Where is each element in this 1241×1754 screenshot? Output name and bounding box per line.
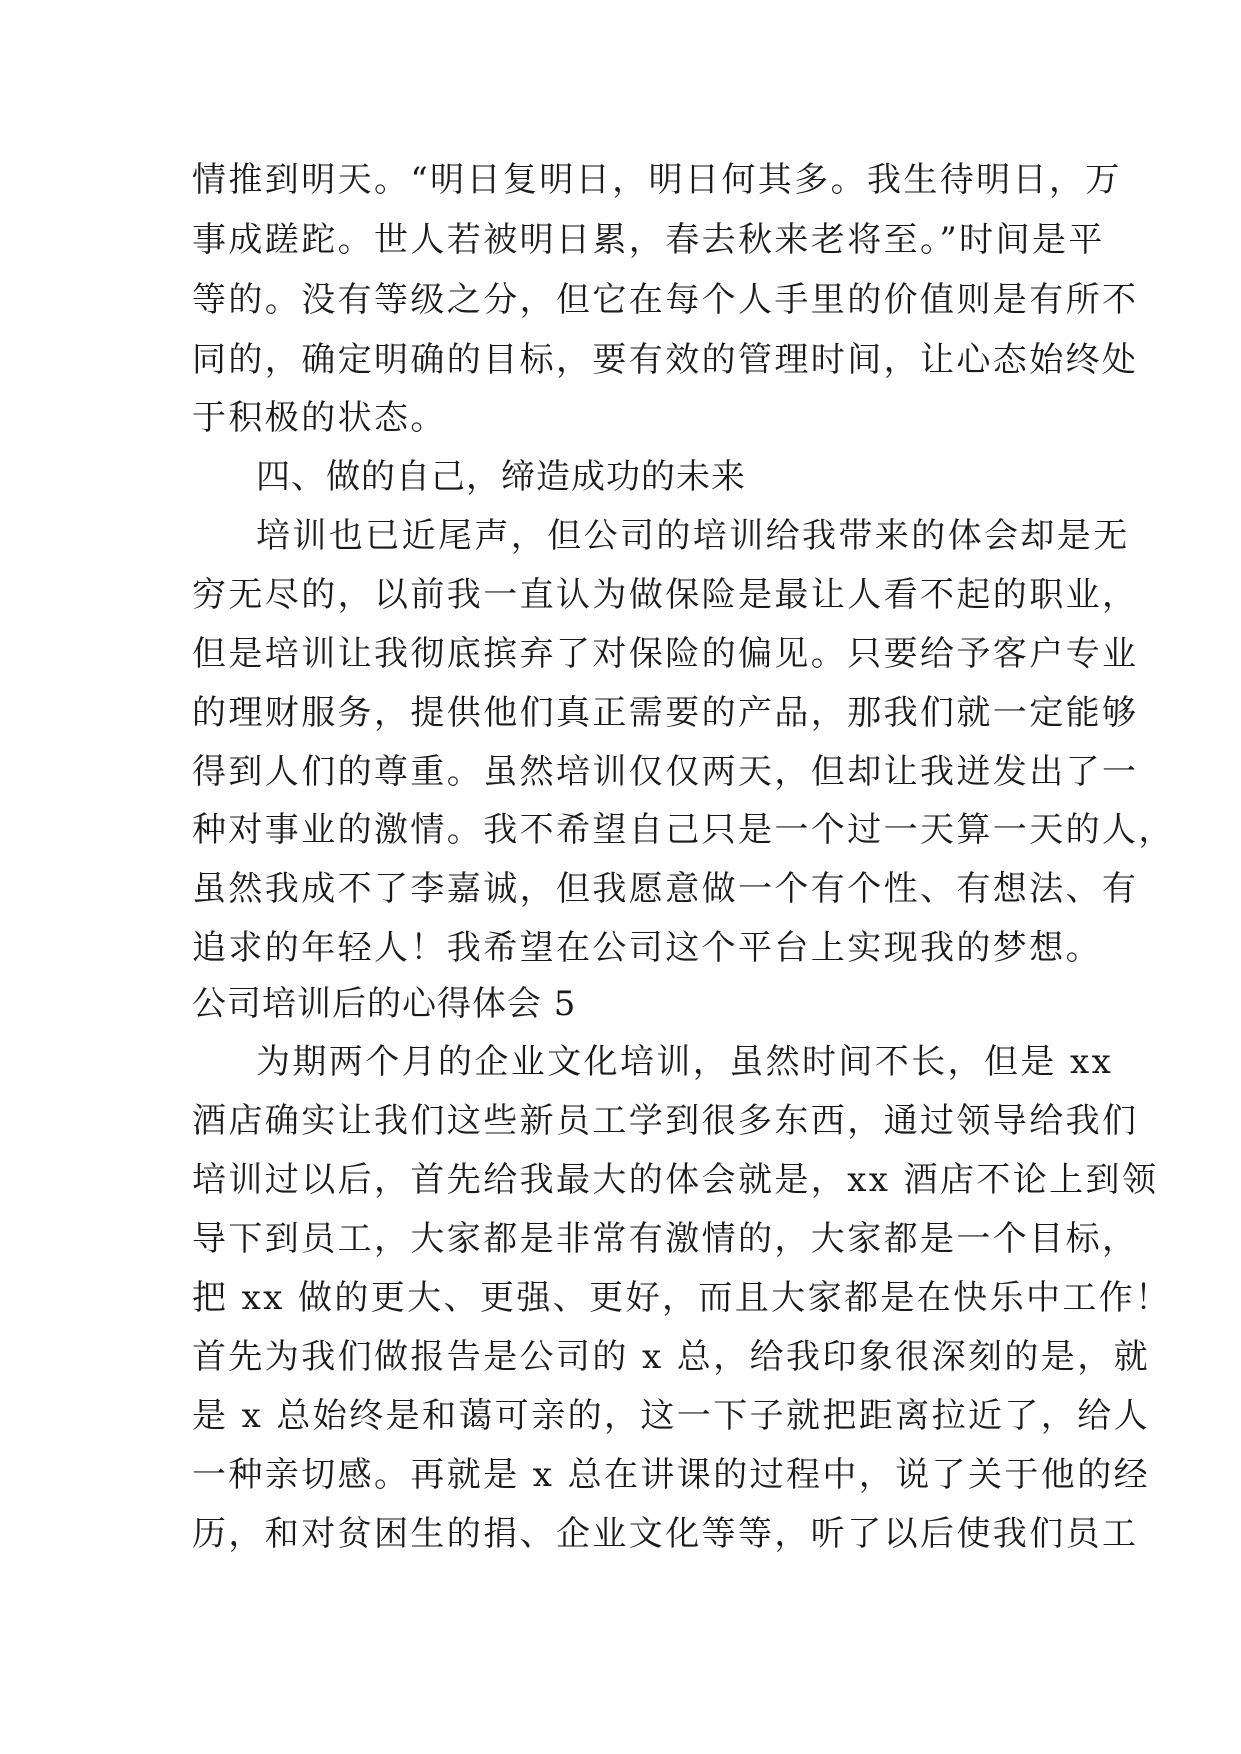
text-line: 事成蹉跎。世人若被明日累，春去秋来老将至。”时间是平 <box>192 220 1105 260</box>
text-line: 历，和对贫困生的捐、企业文化等等，听了以后使我们员工 <box>192 1514 1139 1554</box>
section-heading: 四、做的自己，缔造成功的未来 <box>256 457 746 497</box>
text-line: 得到人们的尊重。虽然培训仅仅两天，但却让我迸发出了一 <box>192 752 1139 792</box>
text-line: 等的。没有等级之分，但它在每个人手里的价值则是有所不 <box>192 280 1139 320</box>
text-line: 的理财服务，提供他们真正需要的产品，那我们就一定能够 <box>192 693 1139 733</box>
text-line: 追求的年轻人！我希望在公司这个平台上实现我的梦想。 <box>192 928 1102 968</box>
text-line: 一种亲切感。再就是 x 总在讲课的过程中，说了关于他的经 <box>192 1455 1150 1495</box>
text-line: 酒店确实让我们这些新员工学到很多东西，通过领导给我们 <box>192 1101 1139 1141</box>
text-line: 导下到员工，大家都是非常有激情的，大家都是一个目标， <box>192 1219 1139 1259</box>
text-line: 是 x 总始终是和蔼可亲的，这一下子就把距离拉近了，给人 <box>192 1396 1150 1436</box>
text-line: 首先为我们做报告是公司的 x 总，给我印象很深刻的是，就 <box>192 1337 1150 1377</box>
text-line: 情推到明天。“明日复明日，明日何其多。我生待明日，万 <box>192 160 1122 200</box>
text-line: 把 xx 做的更大、更强、更好，而且大家都是在快乐中工作！ <box>192 1278 1172 1318</box>
section-title: 公司培训后的心得体会 5 <box>192 984 577 1024</box>
text-line: 但是培训让我彻底摈弃了对保险的偏见。只要给予客户专业 <box>192 634 1139 674</box>
text-line: 同的，确定明确的目标，要有效的管理时间，让心态始终处 <box>192 340 1139 380</box>
text-line: 于积极的状态。 <box>192 398 447 438</box>
text-line: 穷无尽的，以前我一直认为做保险是最让人看不起的职业， <box>192 575 1139 615</box>
text-line: 种对事业的激情。我不希望自己只是一个过一天算一天的人， <box>192 810 1175 850</box>
text-line: 培训过以后，首先给我最大的体会就是，xx 酒店不论上到领 <box>192 1160 1159 1200</box>
paragraph-first-line: 为期两个月的企业文化培训，虽然时间不长，但是 xx <box>256 1042 1114 1082</box>
paragraph-first-line: 培训也已近尾声，但公司的培训给我带来的体会却是无 <box>256 516 1130 556</box>
text-line: 虽然我成不了李嘉诚，但我愿意做一个有个性、有想法、有 <box>192 869 1139 909</box>
